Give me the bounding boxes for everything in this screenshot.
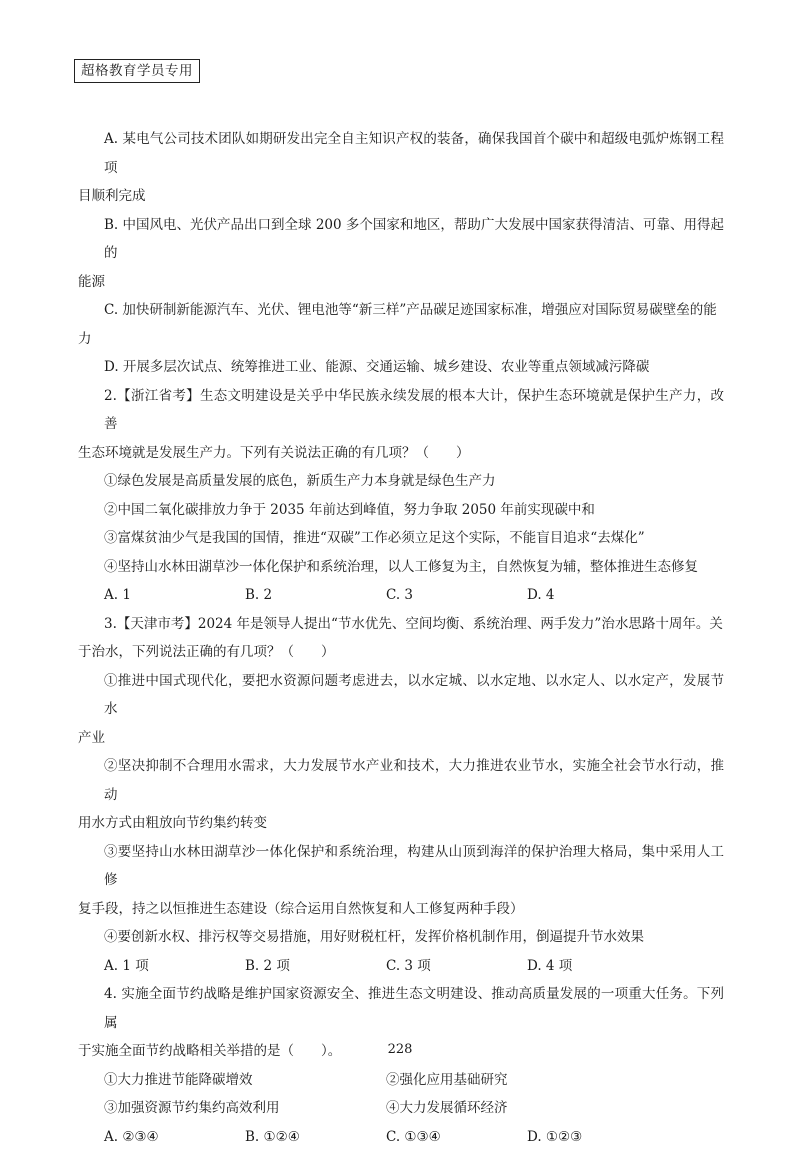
q2-stem-line1: 2.【浙江省考】生态文明建设是关乎中华民族永续发展的根本大计，保护生态环境就是保护生产力，改善	[104, 382, 724, 439]
q4-option-c: C. ①③④	[386, 1123, 527, 1151]
q3-item-3-line1: ③要坚持山水林田湖草沙一体化保护和系统治理，构建从山顶到海洋的保护治理大格局，集中采用人工修	[104, 838, 724, 895]
q4-item-2: ②强化应用基础研究	[386, 1066, 668, 1095]
q2-option-a: A. 1	[104, 581, 245, 610]
q2-options	[104, 581, 724, 610]
q1-option-b-line2: 能源	[78, 268, 724, 297]
q1-option-b-line1: B. 中国风电、光伏产品出口到全球 200 多个国家和地区，帮助广大发展中国家获得清洁、可靠、用得起的	[104, 211, 724, 268]
q3-stem-line2: 于治水，下列说法正确的有几项？（ ）	[78, 638, 724, 667]
q4-stem-line1: 4. 实施全面节约战略是维护国家资源安全、推进生态文明建设、推动高质量发展的一项重大任务。下列属	[104, 980, 724, 1037]
q4-item-4: ④大力发展循环经济	[386, 1094, 668, 1123]
q4-stem-line2: 于实施全面节约战略相关举措的是（ ）。	[78, 1037, 724, 1066]
q2-item-3: ③富煤贫油少气是我国的国情，推进“双碳”工作必须立足这个实际，不能盲目追求“去煤化”	[104, 524, 724, 553]
q3-option-b: B. 2 项	[245, 952, 386, 981]
q3-item-3-line2: 复手段，持之以恒推进生态建设（综合运用自然恢复和人工修复两种手段）	[78, 895, 724, 924]
q3-item-2-line2: 用水方式由粗放向节约集约转变	[78, 809, 724, 838]
q3-stem-line1: 3.【天津市考】2024 年是领导人提出“节水优先、空间均衡、系统治理、两手发力”治水思路十周年。关	[104, 610, 724, 639]
q4-items-row1	[104, 1066, 724, 1095]
q3-item-1-line2: 产业	[78, 724, 724, 753]
q3-item-4: ④要创新水权、排污权等交易措施，用好财税杠杆，发挥价格机制作用，倒逼提升节水效果	[104, 923, 724, 952]
q2-option-d: D. 4	[527, 581, 668, 610]
q4-items-row2	[104, 1094, 724, 1123]
q4-item-1: ①大力推进节能降碳增效	[104, 1066, 386, 1095]
page-number: 228	[0, 1042, 800, 1057]
q1-option-c-line1: C. 加快研制新能源汽车、光伏、锂电池等“新三样”产品碳足迹国家标准，增强应对国际贸易碳壁垒的能	[104, 296, 724, 325]
q1-option-a-line1: A. 某电气公司技术团队如期研发出完全自主知识产权的装备，确保我国首个碳中和超级电弧炉炼钢工程项	[104, 125, 724, 182]
q2-item-2: ②中国二氧化碳排放力争于 2035 年前达到峰值，努力争取 2050 年前实现碳中和	[104, 496, 724, 525]
q3-options	[104, 952, 724, 981]
q1-option-a-line2: 目顺利完成	[78, 182, 724, 211]
q4-options	[104, 1123, 724, 1151]
q2-option-c: C. 3	[386, 581, 527, 610]
q2-item-1: ①绿色发展是高质量发展的底色，新质生产力本身就是绿色生产力	[104, 467, 724, 496]
q2-option-b: B. 2	[245, 581, 386, 610]
q2-stem-line2: 生态环境就是发展生产力。下列有关说法正确的有几项？（ ）	[78, 439, 724, 468]
q4-item-3: ③加强资源节约集约高效利用	[104, 1094, 386, 1123]
q4-option-b: B. ①②④	[245, 1123, 386, 1151]
q3-option-c: C. 3 项	[386, 952, 527, 981]
q1-option-c-line2: 力	[78, 325, 724, 354]
q2-item-4: ④坚持山水林田湖草沙一体化保护和系统治理，以人工修复为主，自然恢复为辅，整体推进生态修复	[104, 553, 724, 582]
q4-option-d: D. ①②③	[527, 1123, 668, 1151]
q3-option-d: D. 4 项	[527, 952, 668, 981]
header-label: 超格教育学员专用	[74, 59, 200, 83]
q3-item-2-line1: ②坚决抑制不合理用水需求，大力发展节水产业和技术，大力推进农业节水，实施全社会节水行动，推动	[104, 752, 724, 809]
page-content	[104, 125, 724, 1151]
q3-item-1-line1: ①推进中国式现代化，要把水资源问题考虑进去，以水定城、以水定地、以水定人、以水定产，发展节水	[104, 667, 724, 724]
q4-option-a: A. ②③④	[104, 1123, 245, 1151]
q3-option-a: A. 1 项	[104, 952, 245, 981]
q1-option-d: D. 开展多层次试点、统筹推进工业、能源、交通运输、城乡建设、农业等重点领域减污降碳	[104, 353, 724, 382]
